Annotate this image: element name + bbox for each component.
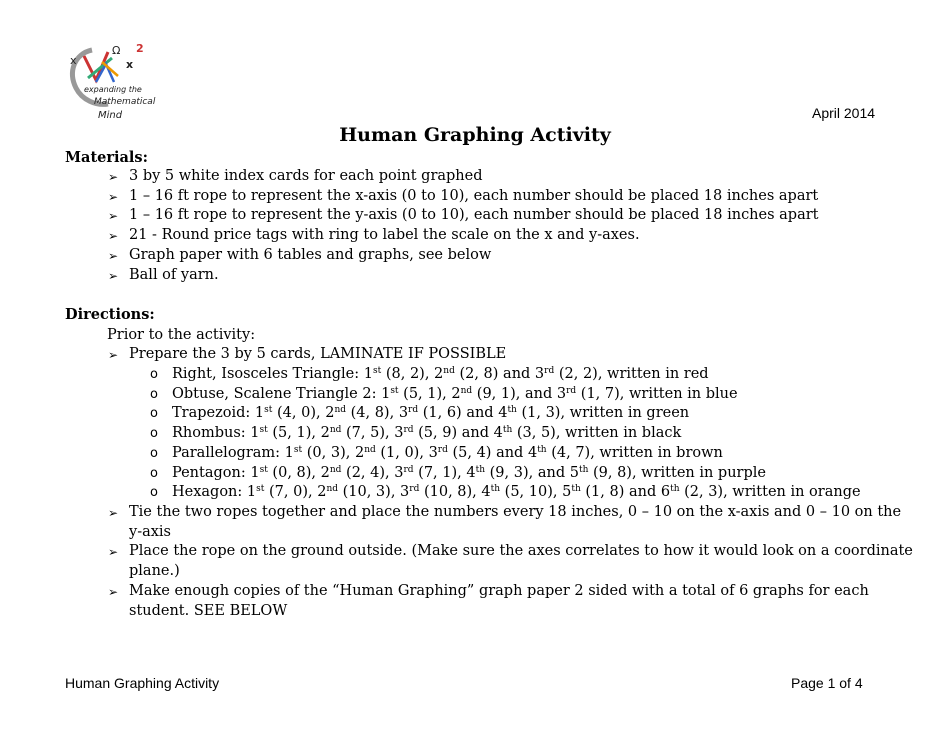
shape-item: Rhombus: 1st (5, 1), 2nd (7, 5), 3rd (5, 9) and 4th (3, 5), written in black: [172, 425, 682, 442]
ordinal-suffix: th: [537, 444, 547, 455]
svg-text:x: x: [126, 58, 134, 71]
arrow-bullet-icon: ➢: [108, 268, 119, 283]
circle-bullet-icon: o: [150, 367, 158, 382]
ordinal-suffix: st: [372, 366, 382, 376]
ordinal-suffix: th: [507, 405, 517, 416]
circle-bullet-icon: o: [150, 465, 158, 481]
ordinal-suffix: st: [256, 484, 265, 495]
arrow-bullet-icon: ➢: [108, 545, 119, 559]
arrow-bullet-icon: ➢: [108, 506, 119, 520]
arrow-bullet-icon: ➢: [108, 248, 119, 263]
prior-text: Prior to the activity:: [107, 327, 256, 343]
ordinal-suffix: th: [578, 464, 589, 475]
shape-item: Hexagon: 1st (7, 0), 2nd (10, 3), 3rd (10, 8), 4th (5, 10), 5th (1, 8) and 6th (2, 3), written in orange: [172, 484, 861, 501]
logo-graphic: [62, 42, 156, 122]
ordinal-suffix: th: [670, 484, 680, 495]
step-item: plane.): [129, 562, 180, 579]
arrow-bullet-icon: ➢: [108, 229, 119, 244]
materials-heading: Materials:: [65, 149, 148, 166]
logo-text-2: Mathematical: [94, 97, 156, 107]
circle-bullet-icon: o: [150, 386, 158, 402]
material-item: 21 - Round price tags with ring to label the scale on the x and y-axes.: [129, 227, 640, 244]
ordinal-suffix: nd: [460, 385, 473, 396]
shape-item: Parallelogram: 1st (0, 3), 2nd (1, 0), 3rd (5, 4) and 4th (4, 7), written in brown: [172, 444, 723, 461]
shape-item: Right, Isosceles Triangle: 1st (8, 2), 2nd (2, 8) and 3rd (2, 2), written in red: [172, 366, 709, 382]
ordinal-suffix: st: [293, 444, 303, 455]
logo-text-1: expanding the: [84, 85, 142, 94]
ordinal-suffix: rd: [409, 484, 420, 495]
prepare-text: Prepare the 3 by 5 cards, LAMINATE IF POSSIBLE: [129, 346, 507, 362]
ordinal-suffix: nd: [364, 444, 376, 455]
circle-bullet-icon: o: [150, 426, 158, 442]
step-item: Place the rope on the ground outside. (Make sure the axes correlates to how it would look on a coordinate: [129, 543, 913, 559]
ordinal-suffix: nd: [326, 484, 338, 495]
ordinal-suffix: st: [259, 464, 268, 475]
step-item: Make enough copies of the “Human Graphing” graph paper 2 sided with a total of 6 graphs for each: [129, 583, 869, 599]
ordinal-suffix: th: [502, 425, 513, 436]
ordinal-suffix: rd: [566, 385, 577, 396]
ordinal-suffix: rd: [403, 425, 414, 436]
circle-bullet-icon: o: [150, 485, 158, 501]
material-item: 1 – 16 ft rope to represent the x-axis (0 to 10), each number should be placed 18 inches apart: [129, 187, 819, 204]
date: April 2014: [812, 105, 876, 121]
ordinal-suffix: st: [390, 385, 399, 396]
shape-item: Obtuse, Scalene Triangle 2: 1st (5, 1), 2nd (9, 1), and 3rd (1, 7), written in blue: [172, 385, 738, 402]
arrow-bullet-icon: ➢: [108, 189, 119, 204]
ordinal-suffix: st: [259, 425, 268, 436]
svg-text:x: x: [70, 54, 77, 67]
material-item: Graph paper with 6 tables and graphs, see below: [129, 246, 492, 263]
arrow-bullet-icon: ➢: [108, 585, 119, 599]
ordinal-suffix: rd: [544, 366, 555, 376]
page-title: Human Graphing Activity: [339, 124, 611, 146]
arrow-bullet-icon: ➢: [108, 170, 119, 184]
arrow-bullet-icon: ➢: [108, 209, 119, 224]
material-item: 3 by 5 white index cards for each point graphed: [129, 168, 483, 184]
ordinal-suffix: nd: [329, 464, 342, 475]
ordinal-suffix: nd: [443, 366, 455, 376]
ordinal-suffix: nd: [334, 405, 346, 416]
logo-text-3: Mind: [98, 110, 123, 121]
ordinal-suffix: th: [490, 484, 501, 495]
material-item: 1 – 16 ft rope to represent the y-axis (0 to 10), each number should be placed 18 inches apart: [129, 207, 819, 224]
ordinal-suffix: nd: [329, 425, 342, 436]
material-item: Ball of yarn.: [129, 266, 219, 283]
svg-text:2: 2: [136, 42, 144, 55]
circle-bullet-icon: o: [150, 445, 158, 461]
logo: [62, 42, 156, 122]
ordinal-suffix: th: [475, 464, 486, 475]
step-item: Tie the two ropes together and place the numbers every 18 inches, 0 – 10 on the x-axis and 0 – 10 on the: [129, 504, 902, 520]
ordinal-suffix: st: [264, 405, 273, 416]
arrow-bullet-icon: ➢: [108, 348, 119, 362]
footer-title: Human Graphing Activity: [65, 675, 220, 691]
ordinal-suffix: rd: [437, 444, 448, 455]
page-number: Page 1 of 4: [791, 675, 863, 691]
step-item: y-axis: [129, 523, 171, 540]
ordinal-suffix: rd: [403, 464, 414, 475]
step-item: student. SEE BELOW: [129, 602, 288, 619]
ordinal-suffix: rd: [408, 405, 419, 416]
ordinal-suffix: th: [571, 484, 581, 495]
shape-item: Trapezoid: 1st (4, 0), 2nd (4, 8), 3rd (1, 6) and 4th (1, 3), written in green: [172, 405, 690, 422]
svg-text:Ω: Ω: [112, 44, 121, 57]
directions-heading: Directions:: [65, 306, 155, 323]
shape-item: Pentagon: 1st (0, 8), 2nd (2, 4), 3rd (7, 1), 4th (9, 3), and 5th (9, 8), written in purple: [172, 464, 766, 481]
circle-bullet-icon: o: [150, 406, 158, 422]
